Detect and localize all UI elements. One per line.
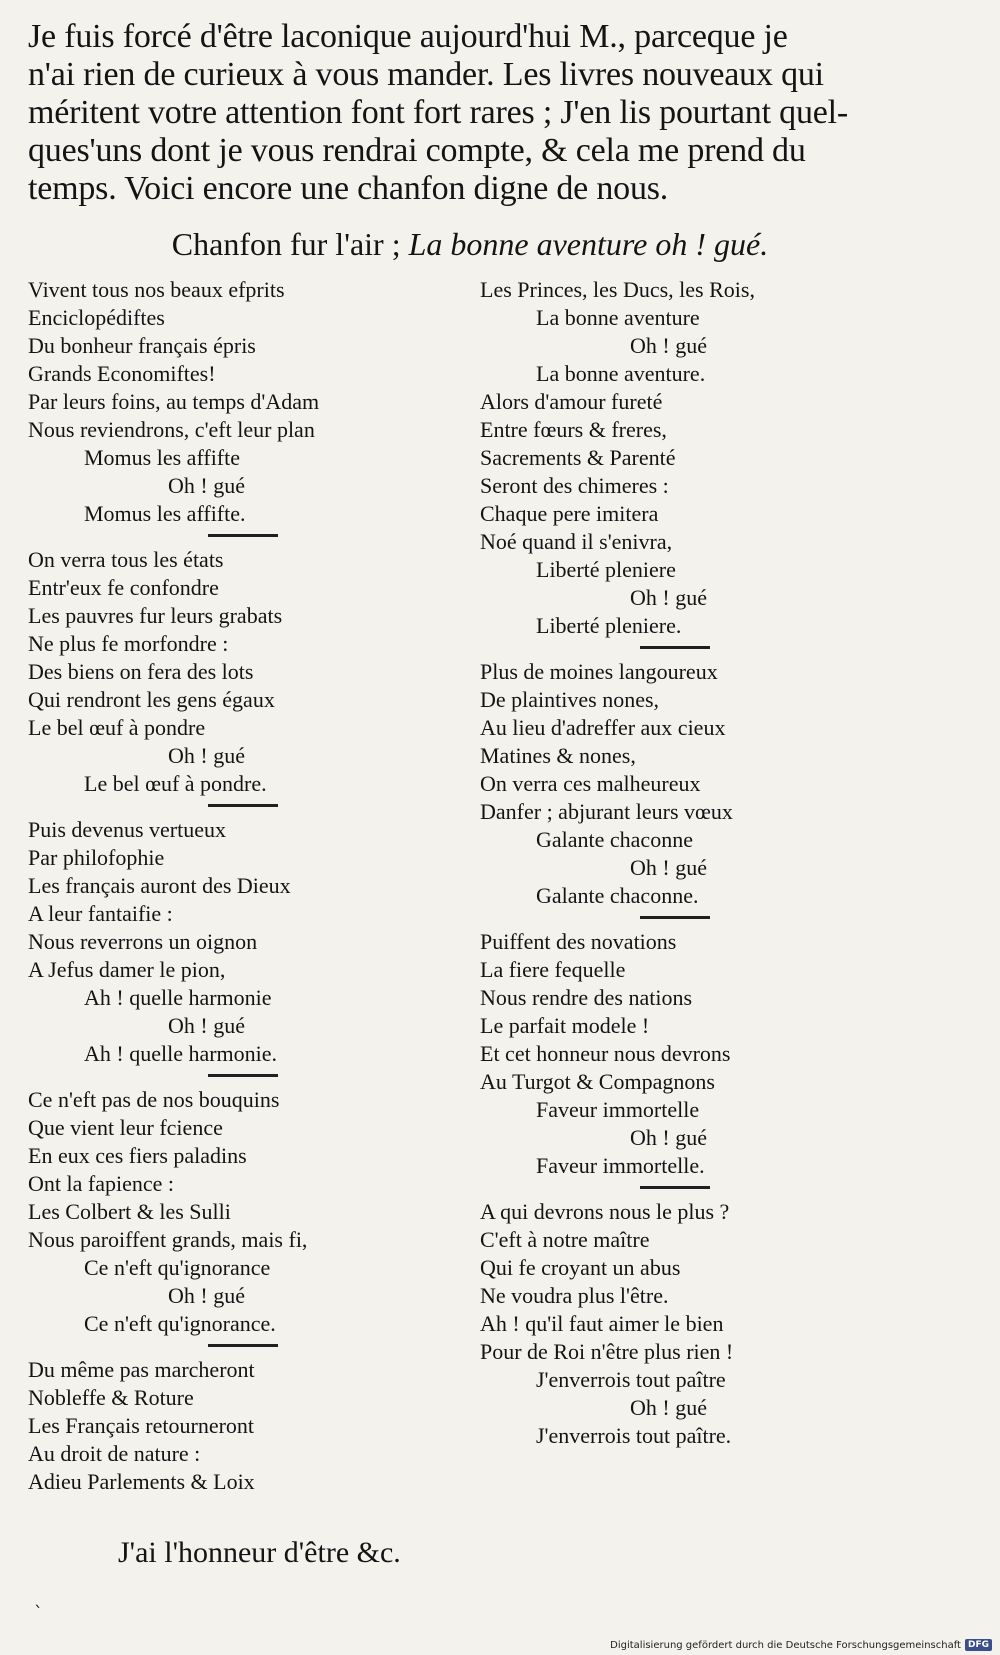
song-title-prefix: Chanfon fur l'air ;	[171, 226, 401, 262]
verse-line: Galante chaconne	[536, 827, 693, 852]
stanza-divider	[28, 1338, 498, 1356]
stanza	[28, 1356, 498, 1496]
verse-line: Oh ! gué	[630, 855, 707, 880]
verse-line: Oh ! gué	[630, 1395, 707, 1420]
verse-line: Du même pas marcheront	[28, 1357, 255, 1382]
verse-line: A qui devrons nous le plus ?	[480, 1199, 730, 1224]
verse-line: Momus les affifte.	[84, 501, 246, 526]
verse-line: Du bonheur français épris	[28, 333, 256, 358]
verse-line: Oh ! gué	[168, 473, 245, 498]
stanza	[480, 928, 950, 1180]
stanza-divider	[28, 798, 498, 816]
intro-paragraph	[28, 18, 928, 208]
verse-line: Grands Economiftes!	[28, 361, 216, 386]
verse-line: Le bel œuf à pondre	[28, 715, 206, 740]
verse-line: Oh ! gué	[630, 333, 707, 358]
verse-line: Seront des chimeres :	[480, 473, 669, 498]
verse-line: Que vient leur fcience	[28, 1115, 223, 1140]
verse-line: Les Princes, les Ducs, les Rois,	[480, 277, 755, 302]
stanza-divider	[28, 528, 498, 546]
right-column	[480, 276, 950, 1450]
closing-line: J'ai l'honneur d'être &c.	[118, 1536, 401, 1569]
verse-line: Noé quand il s'enivra,	[480, 529, 673, 554]
verse-line: Ah ! quelle harmonie.	[84, 1041, 278, 1066]
stanza	[480, 658, 950, 910]
verse-line: Nous rendre des nations	[480, 985, 693, 1010]
verse-line: Nous reverrons un oignon	[28, 929, 258, 954]
intro-line: temps. Voici encore une chanfon digne de nous.	[28, 170, 669, 207]
verse-line: Au Turgot & Compagnons	[480, 1069, 715, 1094]
verse-line: Entr'eux fe confondre	[28, 575, 219, 600]
verse-line: Liberté pleniere	[536, 557, 676, 582]
song-title-tune: La bonne aventure oh ! gué.	[408, 226, 769, 262]
verse-line: Pour de Roi n'être plus rien !	[480, 1339, 734, 1364]
verse-line: Ne voudra plus l'être.	[480, 1283, 669, 1308]
stanza-divider	[480, 910, 950, 928]
stanza-divider	[480, 640, 950, 658]
verse-line: Le bel œuf à pondre.	[84, 771, 267, 796]
verse-line: Oh ! gué	[168, 1013, 245, 1038]
intro-line: n'ai rien de curieux à vous mander. Les livres nouveaux qui	[28, 56, 824, 93]
verse-line: Au droit de nature :	[28, 1441, 201, 1466]
stanza	[28, 276, 498, 528]
stanza	[28, 816, 498, 1068]
verse-line: Danfer ; abjurant leurs vœux	[480, 799, 733, 824]
stanza-divider	[28, 1068, 498, 1086]
verse-line: Des biens on fera des lots	[28, 659, 254, 684]
verse-line: Les pauvres fur leurs grabats	[28, 603, 283, 628]
dfg-logo-icon: DFG	[965, 1639, 992, 1651]
verse-line: Le parfait modele !	[480, 1013, 650, 1038]
verse-line: Ce n'eft pas de nos bouquins	[28, 1087, 280, 1112]
verse-line: Oh ! gué	[630, 585, 707, 610]
verse-line: En eux ces fiers paladins	[28, 1143, 247, 1168]
verse-line: Chaque pere imitera	[480, 501, 659, 526]
verse-line: Ah ! quelle harmonie	[84, 985, 272, 1010]
intro-line: ques'uns dont je vous rendrai compte, & cela me prend du	[28, 132, 806, 169]
verse-line: Ont la fapience :	[28, 1171, 174, 1196]
verse-line: Liberté pleniere.	[536, 613, 682, 638]
verse-line: Entre fœurs & freres,	[480, 417, 667, 442]
verse-line: Oh ! gué	[630, 1125, 707, 1150]
verse-line: Les français auront des Dieux	[28, 873, 291, 898]
intro-line: Je fuis forcé d'être laconique aujourd'hui M., parceque je	[28, 18, 788, 55]
intro-line: méritent votre attention font fort rares ; J'en lis pourtant quel-	[28, 94, 849, 131]
stanza	[480, 1198, 950, 1450]
verse-line: Galante chaconne.	[536, 883, 699, 908]
verse-line: Puiffent des novations	[480, 929, 677, 954]
verse-line: Faveur immortelle.	[536, 1153, 705, 1178]
digitization-footer	[610, 1639, 992, 1651]
verse-line: Oh ! gué	[168, 1283, 245, 1308]
verse-line: Les Français retourneront	[28, 1413, 255, 1438]
verse-line: A Jefus damer le pion,	[28, 957, 226, 982]
verse-line: Puis devenus vertueux	[28, 817, 226, 842]
verse-line: A leur fantaifie :	[28, 901, 173, 926]
verse-line: Nobleffe & Roture	[28, 1385, 194, 1410]
verse-line: On verra tous les états	[28, 547, 224, 572]
margin-mark: `	[34, 1603, 43, 1624]
stanza	[28, 546, 498, 798]
verse-line: Au lieu d'adreffer aux cieux	[480, 715, 726, 740]
verse-line: De plaintives nones,	[480, 687, 660, 712]
song-title	[0, 226, 940, 263]
verse-line: Ne plus fe morfondre :	[28, 631, 229, 656]
left-column	[28, 276, 498, 1496]
verse-line: Plus de moines langoureux	[480, 659, 718, 684]
verse-line: Ce n'eft qu'ignorance.	[84, 1311, 276, 1336]
stanza	[28, 1086, 498, 1338]
verse-line: La bonne aventure	[536, 305, 700, 330]
verse-line: Alors d'amour fureté	[480, 389, 663, 414]
verse-line: Par philofophie	[28, 845, 165, 870]
verse-line: Les Colbert & les Sulli	[28, 1199, 231, 1224]
verse-line: J'enverrois tout paître	[536, 1367, 726, 1392]
verse-line: Oh ! gué	[168, 743, 245, 768]
verse-line: Adieu Parlements & Loix	[28, 1469, 255, 1494]
footer-text: Digitalisierung gefördert durch die Deutsche Forschungsgemeinschaft	[610, 1639, 961, 1651]
verse-line: Qui rendront les gens égaux	[28, 687, 275, 712]
verse-line: Nous paroiffent grands, mais fi,	[28, 1227, 308, 1252]
verse-line: Matines & nones,	[480, 743, 636, 768]
verse-line: Et cet honneur nous devrons	[480, 1041, 731, 1066]
verse-line: Enciclopédiftes	[28, 305, 165, 330]
verse-line: Ah ! qu'il faut aimer le bien	[480, 1311, 724, 1336]
verse-line: Faveur immortelle	[536, 1097, 700, 1122]
verse-line: Nous reviendrons, c'eft leur plan	[28, 417, 315, 442]
verse-line: Vivent tous nos beaux efprits	[28, 277, 285, 302]
verse-line: Ce n'eft qu'ignorance	[84, 1255, 271, 1280]
verse-line: Sacrements & Parenté	[480, 445, 676, 470]
verse-line: La fiere fequelle	[480, 957, 626, 982]
verse-line: C'eft à notre maître	[480, 1227, 650, 1252]
verse-line: La bonne aventure.	[536, 361, 706, 386]
verse-line: Par leurs foins, au temps d'Adam	[28, 389, 320, 414]
stanza	[480, 276, 950, 640]
verse-line: On verra ces malheureux	[480, 771, 701, 796]
verse-line: Qui fe croyant un abus	[480, 1255, 681, 1280]
stanza-divider	[480, 1180, 950, 1198]
verse-line: J'enverrois tout paître.	[536, 1423, 732, 1448]
verse-line: Momus les affifte	[84, 445, 241, 470]
